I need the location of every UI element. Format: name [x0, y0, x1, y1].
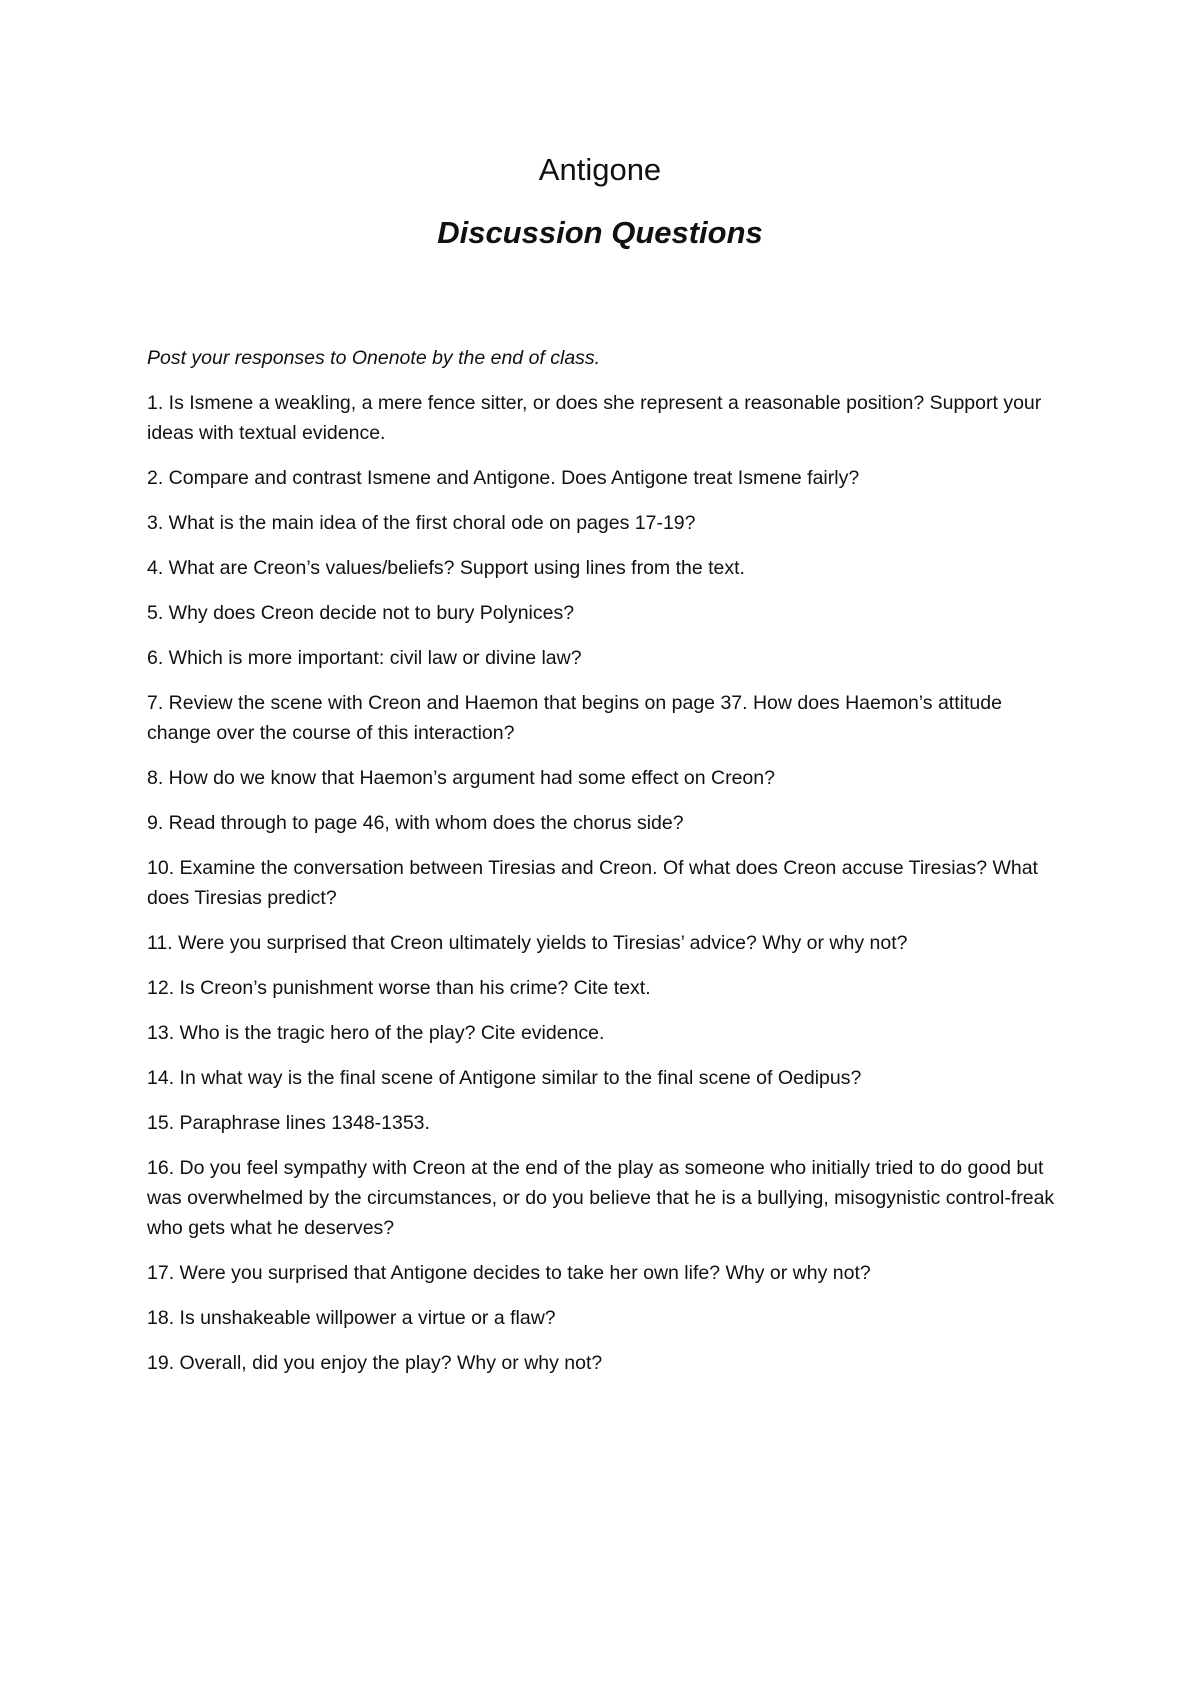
question-item: 4. What are Creon’s values/beliefs? Support using lines from the text. — [147, 557, 745, 579]
instruction-text: Post your responses to Onenote by the end of class. — [147, 347, 601, 369]
question-item: 15. Paraphrase lines 1348-1353. — [147, 1112, 430, 1134]
document-body — [147, 343, 1067, 1393]
question-item: 6. Which is more important: civil law or divine law? — [147, 647, 582, 669]
question-item: 12. Is Creon’s punishment worse than his crime? Cite text. — [147, 977, 651, 999]
question-item: 11. Were you surprised that Creon ultimately yields to Tiresias’ advice? Why or why not? — [147, 932, 908, 954]
question-item: 1. Is Ismene a weakling, a mere fence sitter, or does she represent a reasonable position? Support your ideas with textual evidence. — [147, 392, 1042, 444]
question-item: 5. Why does Creon decide not to bury Polynices? — [147, 602, 575, 624]
question-item: 18. Is unshakeable willpower a virtue or a flaw? — [147, 1307, 556, 1329]
question-item: 8. How do we know that Haemon’s argument had some effect on Creon? — [147, 767, 775, 789]
question-item: 9. Read through to page 46, with whom does the chorus side? — [147, 812, 684, 834]
page-subtitle: Discussion Questions — [437, 215, 763, 250]
question-item: 14. In what way is the final scene of Antigone similar to the final scene of Oedipus? — [147, 1067, 862, 1089]
question-item: 7. Review the scene with Creon and Haemon that begins on page 37. How does Haemon’s attitude change over the course of this interaction? — [147, 692, 1002, 744]
question-item: 10. Examine the conversation between Tiresias and Creon. Of what does Creon accuse Tiresias? What does Tiresias predict? — [147, 857, 1038, 909]
question-item: 19. Overall, did you enjoy the play? Why or why not? — [147, 1352, 603, 1374]
question-item: 17. Were you surprised that Antigone decides to take her own life? Why or why not? — [147, 1262, 871, 1284]
question-list — [147, 388, 1067, 1378]
question-item: 3. What is the main idea of the first choral ode on pages 17-19? — [147, 512, 696, 534]
question-item: 13. Who is the tragic hero of the play? Cite evidence. — [147, 1022, 605, 1044]
question-item: 2. Compare and contrast Ismene and Antigone. Does Antigone treat Ismene fairly? — [147, 467, 860, 489]
page-title: Antigone — [538, 152, 662, 187]
question-item: 16. Do you feel sympathy with Creon at the end of the play as someone who initially tried to do good but was overwhelmed by the circumstances, or do you believe that he is a bullying, misogynistic control-freak who gets what he deserves? — [147, 1157, 1055, 1239]
